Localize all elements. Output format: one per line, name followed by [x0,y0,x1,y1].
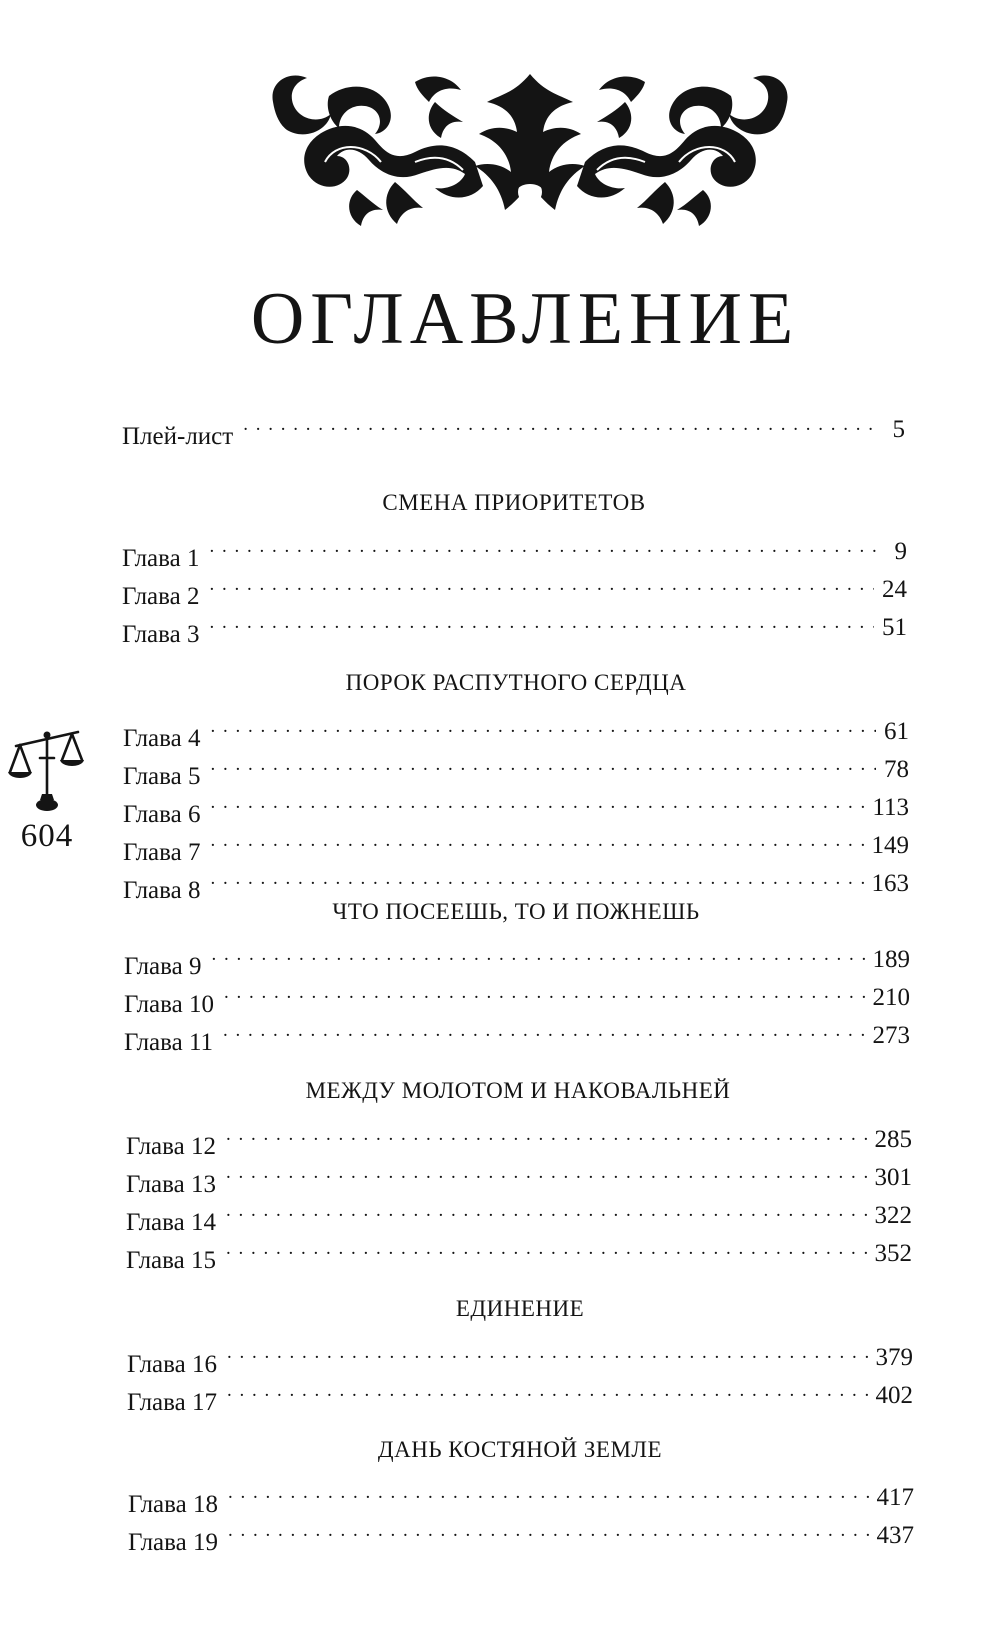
toc-entry[interactable] [122,528,907,572]
folio-number: 604 [20,818,74,854]
toc-entry-label: Глава 14 [126,1209,216,1236]
toc-leader [209,604,874,642]
toc-entry-page: 437 [876,1522,914,1549]
toc-entry-page: 78 [884,756,909,783]
toc-entry-label: Глава 16 [127,1351,217,1378]
section-heading: МЕЖДУ МОЛОТОМ И НАКОВАЛЬНЕЙ [305,1078,731,1103]
toc-leader [227,1372,868,1410]
toc-entry-label: Плей-лист [122,423,234,450]
toc-leader [210,784,864,822]
toc-leader [226,1192,867,1230]
toc-leader [228,1512,869,1550]
toc-leader [226,1116,867,1154]
toc-entry-label: Глава 9 [124,953,202,980]
toc-entry-page: 301 [874,1164,912,1191]
toc-leader [210,746,876,784]
toc-leader [210,860,863,898]
toc-entry[interactable] [123,822,909,866]
toc-entry-label: Глава 8 [123,877,201,904]
toc-entry[interactable] [128,1474,914,1518]
toc-entry-label: Глава 17 [127,1389,217,1416]
page-title: ОГЛАВЛЕНИЕ [250,278,800,360]
toc-entry-label: Глава 3 [122,621,200,648]
toc-entry-page: 379 [875,1344,913,1371]
baroque-ornament-icon [265,62,795,232]
toc-leader [224,974,865,1012]
toc-entry-page: 113 [872,794,909,821]
toc-leader [243,406,877,444]
toc-entry-page: 51 [882,614,907,641]
toc-entry-page: 285 [874,1126,912,1153]
toc-leader [209,528,879,566]
toc-entry[interactable] [127,1372,913,1416]
toc-entry[interactable] [126,1116,912,1160]
toc-entry[interactable] [123,708,909,752]
toc-entry-page: 9 [894,538,907,565]
toc-entry-label: Глава 18 [128,1491,218,1518]
toc-entry[interactable] [124,974,910,1018]
toc-entry-page: 163 [871,870,909,897]
toc-entry-page: 189 [872,946,910,973]
toc-leader [210,708,876,746]
toc-entry-label: Глава 15 [126,1247,216,1274]
folio [4,728,90,855]
toc-entry-page: 417 [876,1484,914,1511]
toc-entry-playlist[interactable] [122,406,905,450]
toc-leader [227,1334,868,1372]
toc-entry-page: 273 [872,1022,910,1049]
toc-entry[interactable] [127,1334,913,1378]
toc-entry-label: Глава 2 [122,583,200,610]
toc-entry-label: Глава 10 [124,991,214,1018]
toc-entry-page: 149 [871,832,909,859]
section-heading: ЧТО ПОСЕЕШЬ, ТО И ПОЖНЕШЬ [332,899,700,924]
toc-entry[interactable] [128,1512,914,1556]
toc-entry-label: Глава 5 [123,763,201,790]
toc-entry-label: Глава 1 [122,545,200,572]
toc-entry[interactable] [123,860,909,904]
toc-entry-page: 24 [882,576,907,603]
toc-entry-label: Глава 11 [124,1029,214,1056]
section-heading: ПОРОК РАСПУТНОГО СЕРДЦА [345,670,687,695]
toc-entry-label: Глава 13 [126,1171,216,1198]
toc-entry-label: Глава 7 [123,839,201,866]
section-heading: СМЕНА ПРИОРИТЕТОВ [382,490,646,515]
toc-entry-label: Глава 19 [128,1529,218,1556]
toc-entry[interactable] [126,1230,912,1274]
toc-entry-page: 61 [884,718,909,745]
section-heading: ДАНЬ КОСТЯНОЙ ЗЕМЛЕ [377,1437,663,1462]
toc-leader [223,1012,864,1050]
toc-leader [228,1474,869,1512]
scales-icon [6,728,88,814]
toc-entry-page: 5 [892,416,905,443]
toc-entry[interactable] [123,746,909,790]
toc-entry[interactable] [126,1154,912,1198]
toc-leader [211,936,864,974]
toc-leader [210,822,863,860]
toc-entry-label: Глава 6 [123,801,201,828]
toc-entry[interactable] [123,784,909,828]
toc-entry[interactable] [124,1012,910,1056]
toc-entry-page: 402 [875,1382,913,1409]
toc-entry-label: Глава 12 [126,1133,216,1160]
toc-entry-page: 210 [872,984,910,1011]
toc-entry-label: Глава 4 [123,725,201,752]
toc-leader [226,1230,867,1268]
toc-entry-page: 322 [874,1202,912,1229]
section-heading: ЕДИНЕНИЕ [455,1296,585,1321]
toc-leader [226,1154,867,1192]
toc-entry[interactable] [124,936,910,980]
toc-entry[interactable] [122,604,907,648]
toc-entry[interactable] [126,1192,912,1236]
toc-entry-page: 352 [874,1240,912,1267]
toc-leader [209,566,874,604]
toc-entry[interactable] [122,566,907,610]
